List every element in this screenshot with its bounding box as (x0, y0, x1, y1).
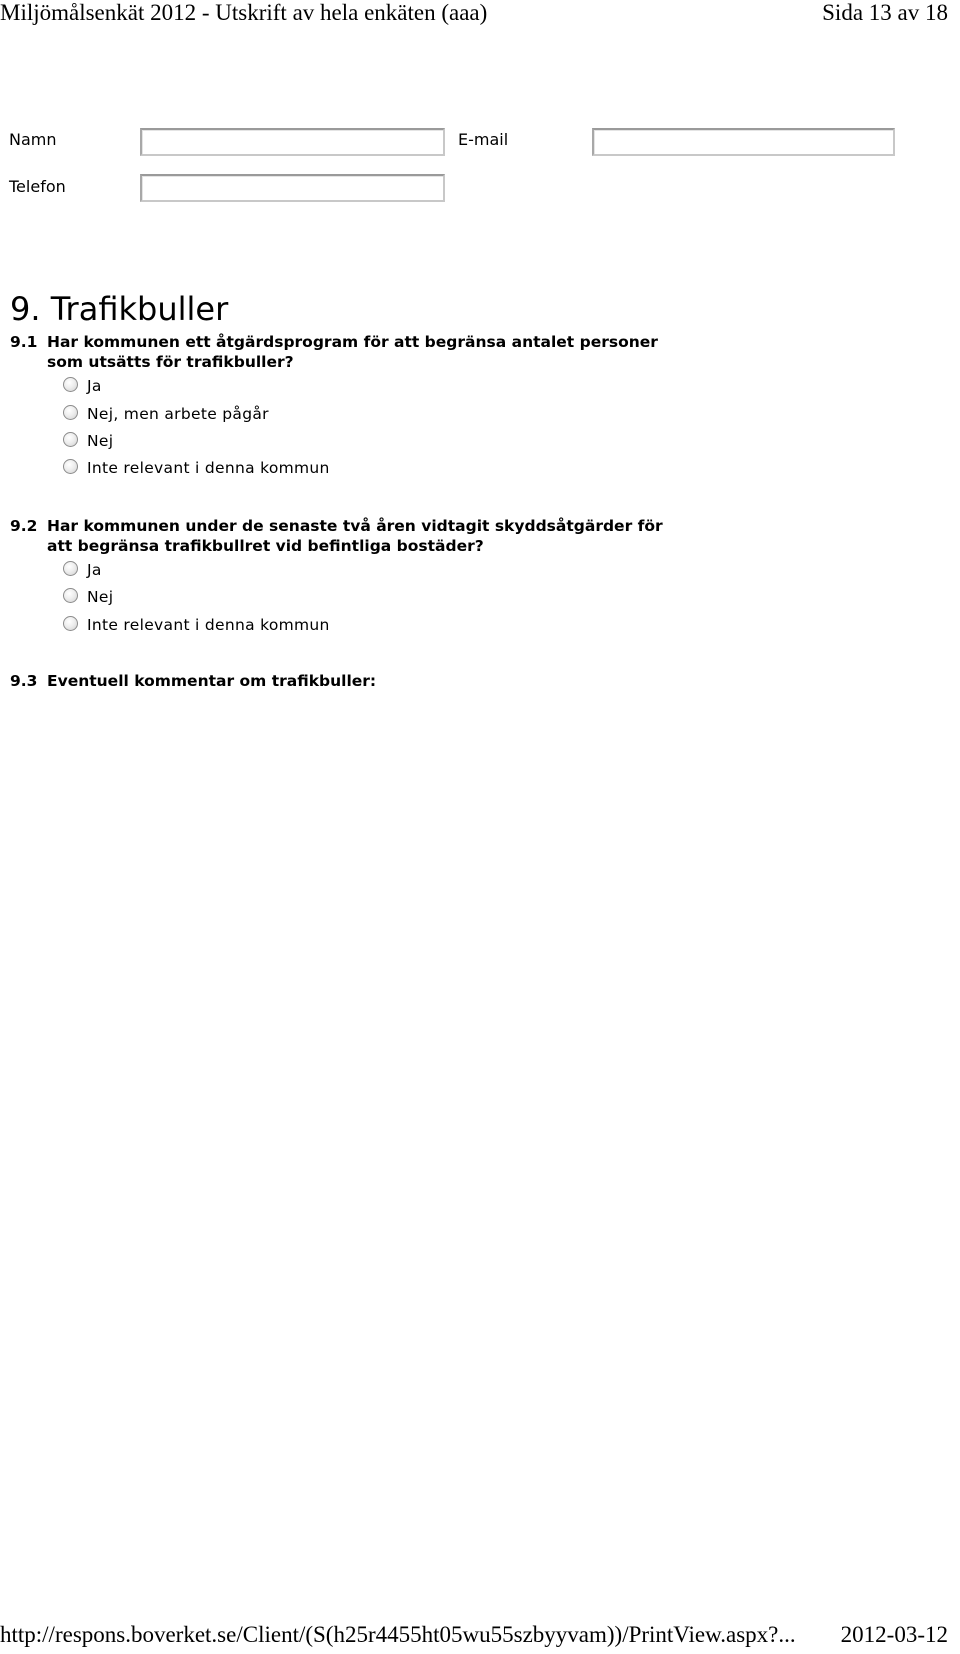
question-text-continued: att begränsa trafikbullret vid befintliga bostäder? (47, 537, 484, 555)
question-text: Eventuell kommentar om trafikbuller: (47, 672, 377, 690)
phone-field[interactable] (140, 174, 445, 202)
question-text-continued: som utsätts för trafikbuller? (47, 353, 294, 371)
print-footer (0, 1622, 960, 1654)
name-label: Namn (9, 130, 57, 149)
print-header (0, 0, 960, 30)
radio-button-icon[interactable] (63, 588, 78, 603)
page-number: Sida 13 av 18 (822, 0, 948, 25)
radio-button-icon[interactable] (63, 432, 78, 447)
question-9-1 (10, 332, 710, 372)
phone-label: Telefon (9, 177, 66, 196)
question-text: Har kommunen ett åtgärdsprogram för att begränsa antalet personer (47, 333, 658, 351)
page-url: http://respons.boverket.se/Client/(S(h25r4455ht05wu55szbyyvam))/PrintView.aspx?... (0, 1622, 796, 1647)
section-title: 9. Trafikbuller (10, 290, 229, 328)
document-title: Miljömålsenkät 2012 - Utskrift av hela enkäten (aaa) (0, 0, 488, 25)
email-field[interactable] (592, 128, 895, 156)
radio-button-icon[interactable] (63, 616, 78, 631)
question-9-2 (10, 516, 710, 556)
radio-button-icon[interactable] (63, 459, 78, 474)
radio-option-label: Inte relevant i denna kommun (87, 459, 330, 477)
question-text: Har kommunen under de senaste två åren vidtagit skyddsåtgärder för (47, 517, 663, 535)
radio-button-icon[interactable] (63, 405, 78, 420)
radio-option-label: Nej, men arbete pågår (87, 405, 269, 423)
radio-option-label: Ja (87, 561, 102, 579)
question-number: 9.1 (10, 333, 38, 351)
radio-option-label: Nej (87, 588, 114, 606)
question-number: 9.3 (10, 672, 38, 690)
name-field[interactable] (140, 128, 445, 156)
question-9-3 (10, 671, 710, 691)
radio-option-label: Nej (87, 432, 114, 450)
print-date: 2012-03-12 (840, 1622, 948, 1647)
question-number: 9.2 (10, 517, 38, 535)
radio-button-icon[interactable] (63, 561, 78, 576)
email-label: E-mail (458, 130, 509, 149)
radio-option-label: Inte relevant i denna kommun (87, 616, 330, 634)
radio-option-label: Ja (87, 377, 102, 395)
radio-button-icon[interactable] (63, 377, 78, 392)
